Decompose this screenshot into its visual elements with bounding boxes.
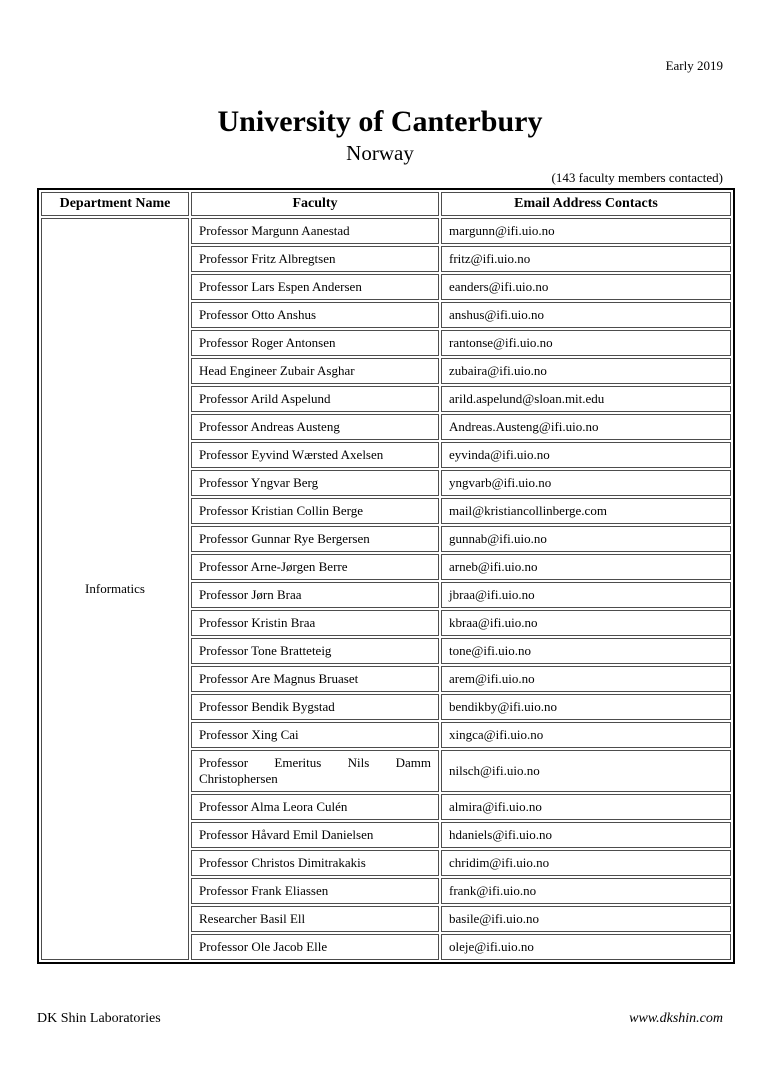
date-label: Early 2019 [665, 58, 723, 73]
faculty-cell: Professor Arild Aspelund [191, 386, 439, 412]
faculty-cell: Professor Alma Leora Culén [191, 794, 439, 820]
email-cell: margunn@ifi.uio.no [441, 218, 731, 244]
faculty-cell: Professor Tone Bratteteig [191, 638, 439, 664]
faculty-cell: Professor Margunn Aanestad [191, 218, 439, 244]
email-cell: almira@ifi.uio.no [441, 794, 731, 820]
email-cell: yngvarb@ifi.uio.no [441, 470, 731, 496]
header-faculty: Faculty [191, 192, 439, 216]
email-cell: mail@kristiancollinberge.com [441, 498, 731, 524]
contact-note: (143 faculty members contacted) [551, 170, 723, 185]
faculty-cell: Professor Xing Cai [191, 722, 439, 748]
email-cell: hdaniels@ifi.uio.no [441, 822, 731, 848]
department-name-cell: Informatics [41, 218, 189, 960]
header-department-name: Department Name [41, 192, 189, 216]
email-cell: chridim@ifi.uio.no [441, 850, 731, 876]
email-cell: xingca@ifi.uio.no [441, 722, 731, 748]
faculty-cell: Professor Emeritus Nils Damm Christophersen [191, 750, 439, 792]
email-cell: eanders@ifi.uio.no [441, 274, 731, 300]
table-header-row [41, 192, 731, 216]
email-cell: arneb@ifi.uio.no [441, 554, 731, 580]
faculty-cell: Professor Roger Antonsen [191, 330, 439, 356]
email-cell: zubaira@ifi.uio.no [441, 358, 731, 384]
faculty-cell: Professor Kristin Braa [191, 610, 439, 636]
email-cell: gunnab@ifi.uio.no [441, 526, 731, 552]
email-cell: eyvinda@ifi.uio.no [441, 442, 731, 468]
faculty-table [37, 188, 735, 964]
faculty-cell: Professor Frank Eliassen [191, 878, 439, 904]
email-cell: tone@ifi.uio.no [441, 638, 731, 664]
footer-right-text: www.dkshin.com [629, 1011, 723, 1026]
faculty-cell: Professor Fritz Albregtsen [191, 246, 439, 272]
header-email-address-contacts: Email Address Contacts [441, 192, 731, 216]
faculty-cell: Professor Bendik Bygstad [191, 694, 439, 720]
faculty-table-body [41, 218, 731, 960]
faculty-cell: Professor Eyvind Wærsted Axelsen [191, 442, 439, 468]
email-cell: bendikby@ifi.uio.no [441, 694, 731, 720]
email-cell: jbraa@ifi.uio.no [441, 582, 731, 608]
email-cell: fritz@ifi.uio.no [441, 246, 731, 272]
email-cell: Andreas.Austeng@ifi.uio.no [441, 414, 731, 440]
email-cell: basile@ifi.uio.no [441, 906, 731, 932]
table-row [41, 218, 731, 244]
email-cell: nilsch@ifi.uio.no [441, 750, 731, 792]
page-footer [37, 1010, 723, 1027]
page-subtitle: Norway [346, 141, 414, 165]
email-cell: anshus@ifi.uio.no [441, 302, 731, 328]
email-cell: oleje@ifi.uio.no [441, 934, 731, 960]
faculty-cell: Professor Håvard Emil Danielsen [191, 822, 439, 848]
faculty-cell: Professor Yngvar Berg [191, 470, 439, 496]
faculty-cell: Professor Gunnar Rye Bergersen [191, 526, 439, 552]
faculty-cell: Professor Are Magnus Bruaset [191, 666, 439, 692]
faculty-cell: Professor Ole Jacob Elle [191, 934, 439, 960]
faculty-cell: Professor Otto Anshus [191, 302, 439, 328]
faculty-cell: Head Engineer Zubair Asghar [191, 358, 439, 384]
faculty-cell: Professor Lars Espen Andersen [191, 274, 439, 300]
email-cell: frank@ifi.uio.no [441, 878, 731, 904]
email-cell: rantonse@ifi.uio.no [441, 330, 731, 356]
faculty-cell: Researcher Basil Ell [191, 906, 439, 932]
faculty-cell: Professor Jørn Braa [191, 582, 439, 608]
email-cell: arild.aspelund@sloan.mit.edu [441, 386, 731, 412]
faculty-cell: Professor Kristian Collin Berge [191, 498, 439, 524]
faculty-cell: Professor Arne-Jørgen Berre [191, 554, 439, 580]
email-cell: kbraa@ifi.uio.no [441, 610, 731, 636]
footer-left-text: DK Shin Laboratories [37, 1011, 161, 1026]
faculty-cell: Professor Christos Dimitrakakis [191, 850, 439, 876]
email-cell: arem@ifi.uio.no [441, 666, 731, 692]
faculty-cell: Professor Andreas Austeng [191, 414, 439, 440]
page-title: University of Canterbury [217, 105, 543, 138]
